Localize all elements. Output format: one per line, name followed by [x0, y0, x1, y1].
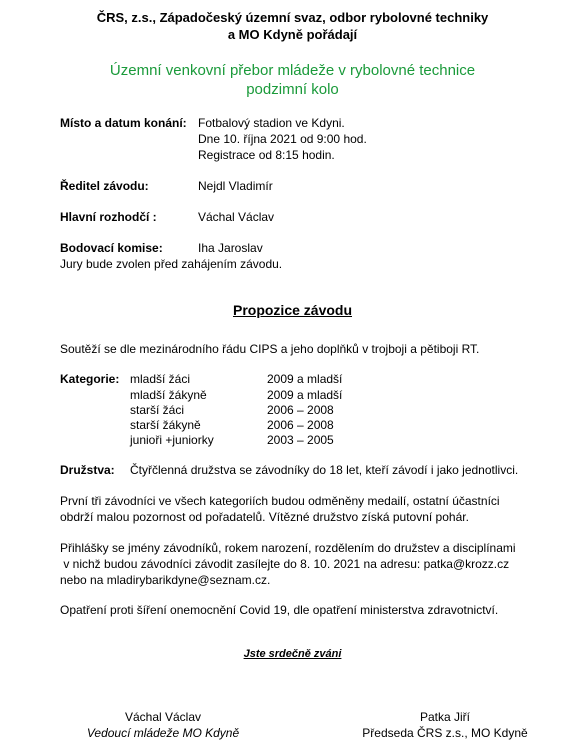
categories-label: Kategorie: — [60, 372, 120, 386]
commission-label: Bodovací komise: — [60, 241, 163, 255]
category-years: 2006 – 2008 — [267, 418, 334, 432]
signature-left-name: Váchal Václav — [124, 710, 202, 724]
director-value: Nejdl Vladimír — [198, 179, 273, 193]
category-name: mladší žákyně — [130, 388, 207, 402]
apply-line-3: nebo na mladirybarikdyne@seznam.cz. — [60, 573, 271, 587]
judge-label: Hlavní rozhodčí : — [60, 210, 157, 224]
place-line-2: Dne 10. října 2021 od 9:00 hod. — [198, 132, 367, 146]
place-line-3: Registrace od 8:15 hodin. — [198, 148, 335, 162]
category-name: junioři +juniorky — [130, 433, 214, 447]
signature-left-role: Vedoucí mládeže MO Kdyně — [86, 726, 240, 740]
awards-line-2: obdrží malou pozornost od pořadatelů. Vítězné družstvo získá putovní pohár. — [60, 510, 469, 524]
signature-right-name: Patka Jiří — [419, 710, 470, 724]
jury-note: Jury bude zvolen před zahájením závodu. — [60, 257, 283, 271]
event-title: Územní venkovní přebor mládeže v rybolovné technice — [109, 62, 476, 79]
category-years: 2003 – 2005 — [267, 433, 334, 447]
invitation: Jste srdečně zváni — [243, 648, 342, 660]
teams-text: Čtyřčlenná družstva se závodníky do 18 let, kteří závodí i jako jednotlivci. — [130, 463, 519, 477]
section-title: Propozice závodu — [232, 302, 353, 318]
teams-label: Družstva: — [60, 463, 115, 477]
commission-value: Iha Jaroslav — [198, 241, 263, 255]
apply-line-1: Přihlášky se jmény závodníků, rokem narození, rozdělením do družstev a disciplínami — [60, 541, 516, 555]
category-name: starší žáci — [130, 403, 185, 417]
place-label: Místo a datum konání: — [60, 116, 187, 130]
awards-line-1: První tři závodníci ve všech kategoriích budou odměněny medailí, ostatní účastníci — [60, 494, 500, 508]
header-line-2: a MO Kdyně pořádají — [227, 27, 358, 42]
event-subtitle: podzimní kolo — [246, 81, 339, 98]
rules-text: Soutěží se dle mezinárodního řádu CIPS a jeho doplňků v trojboji a pětiboji RT. — [60, 342, 480, 356]
covid-note: Opatření proti šíření onemocnění Covid 19, dle opatření ministerstva zdravotnictví. — [60, 603, 499, 617]
category-name: mladší žáci — [130, 372, 191, 386]
place-line-1: Fotbalový stadion ve Kdyni. — [198, 116, 345, 130]
category-years: 2006 – 2008 — [267, 403, 334, 417]
apply-line-2: v nichž budou závodníci závodit zasílejte do 8. 10. 2021 na adresu: patka@krozz.cz — [60, 557, 510, 571]
category-years: 2009 a mladší — [267, 372, 343, 386]
judge-value: Váchal Václav — [198, 210, 275, 224]
signature-right-role: Předseda ČRS z.s., MO Kdyně — [362, 726, 528, 740]
header-line-1: ČRS, z.s., Západočeský územní svaz, odbor rybolovné techniky — [96, 10, 489, 25]
category-years: 2009 a mladší — [267, 388, 343, 402]
director-label: Ředitel závodu: — [60, 179, 149, 193]
category-name: starší žákyně — [130, 418, 201, 432]
